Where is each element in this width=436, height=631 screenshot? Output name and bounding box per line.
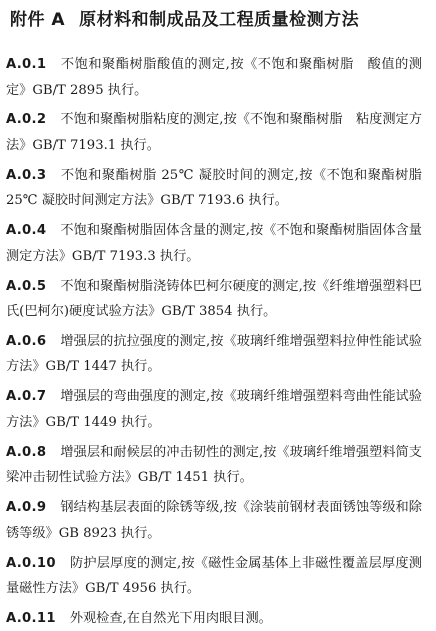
clause-number: A.0.3 xyxy=(6,167,47,183)
clause-a-0-3 xyxy=(6,163,436,214)
clause-number: A.0.1 xyxy=(6,57,47,72)
clause-text: 钢结构基层表面的除锈等级,按《涂装前钢材表面锈蚀等级和除锈等级》GB 8923 执行。 xyxy=(6,500,422,541)
clause-text: 不饱和聚酯树脂粘度的测定,按《不饱和聚酯树脂 粘度测定方法》GB/T 7193.1 执行。 xyxy=(6,112,422,153)
clause-text: 不饱和聚酯树脂浇铸体巴柯尔硬度的测定,按《纤维增强塑料巴氏(巴柯尔)硬度试验方法》GB/T 3854 执行。 xyxy=(6,278,422,320)
clause-text: 增强层和耐候层的冲击韧性的测定,按《玻璃纤维增强塑料简支梁冲击韧性试验方法》GB/T 1451 执行。 xyxy=(6,444,422,486)
clause-number: A.0.8 xyxy=(6,444,47,460)
clause-number: A.0.5 xyxy=(6,278,47,294)
clause-number: A.0.9 xyxy=(6,500,47,516)
clause-a-0-5 xyxy=(6,274,422,325)
clause-text: 增强层的弯曲强度的测定,按《玻璃纤维增强塑料弯曲性能试验方法》GB/T 1449 执行。 xyxy=(6,389,422,430)
clause-number: A.0.6 xyxy=(6,333,47,349)
clause-number: A.0.7 xyxy=(6,389,47,405)
clause-a-0-8 xyxy=(6,440,422,491)
clause-text: 外观检查,在自然光下用肉眼目测。 xyxy=(69,610,272,626)
clause-number: A.0.4 xyxy=(6,223,47,239)
clause-a-0-1 xyxy=(6,52,422,103)
clause-a-0-6 xyxy=(6,329,422,380)
clause-number: A.0.10 xyxy=(6,555,56,571)
clause-text: 不饱和聚酯树脂固体含量的测定,按《不饱和聚酯树脂固体含量测定方法》GB/T 7193.3 执行。 xyxy=(6,223,422,264)
appendix-title xyxy=(10,8,422,38)
clause-a-0-7 xyxy=(6,384,422,435)
clause-a-0-9 xyxy=(6,495,422,546)
clause-number: A.0.11 xyxy=(6,610,56,626)
appendix-heading: 原材料和制成品及工程质量检测方法 xyxy=(79,10,360,30)
clause-text: 不饱和聚酯树脂 25℃ 凝胶时间的测定,按《不饱和聚酯树脂 25℃ 凝胶时间测定方法》GB/T 7193.6 执行。 xyxy=(6,167,436,209)
appendix-label: 附件 A xyxy=(10,10,66,30)
clause-a-0-2 xyxy=(6,107,422,158)
clause-text: 不饱和聚酯树脂酸值的测定,按《不饱和聚酯树脂 酸值的测定》GB/T 2895 执行。 xyxy=(6,57,422,98)
clause-a-0-10 xyxy=(6,551,422,602)
clause-a-0-4 xyxy=(6,218,422,269)
clause-a-0-11 xyxy=(6,606,422,631)
clause-text: 增强层的抗拉强度的测定,按《玻璃纤维增强塑料拉伸性能试验方法》GB/T 1447 执行。 xyxy=(6,333,422,375)
clause-text: 防护层厚度的测定,按《磁性金属基体上非磁性覆盖层厚度测量磁性方法》GB/T 4956 执行。 xyxy=(6,555,422,597)
clause-number: A.0.2 xyxy=(6,112,47,128)
